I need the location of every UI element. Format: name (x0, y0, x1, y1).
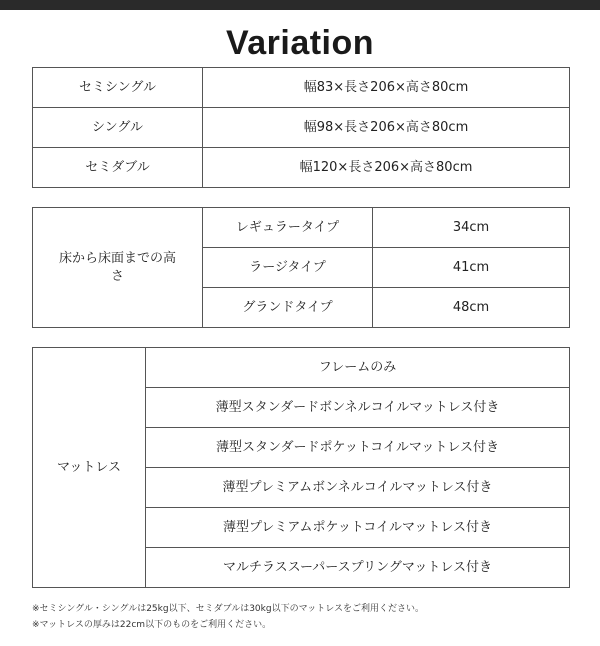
table-row (33, 68, 570, 108)
size-name: シングル (33, 108, 203, 148)
height-label: 床から床面までの高さ (33, 208, 203, 328)
mattress-option: フレームのみ (146, 348, 570, 388)
mattress-option: 薄型スタンダードポケットコイルマットレス付き (146, 428, 570, 468)
footnotes (32, 601, 572, 633)
height-value: 41cm (373, 248, 570, 288)
table-row (33, 208, 570, 248)
height-type: グランドタイプ (203, 288, 373, 328)
size-name: セミシングル (33, 68, 203, 108)
mattress-label: マットレス (33, 348, 146, 588)
size-name: セミダブル (33, 148, 203, 188)
size-dimensions: 幅120×長さ206×高さ80cm (203, 148, 570, 188)
size-dimensions: 幅98×長さ206×高さ80cm (203, 108, 570, 148)
table-row (33, 108, 570, 148)
mattress-option: 薄型プレミアムポケットコイルマットレス付き (146, 508, 570, 548)
mattress-option: マルチラススーパースプリングマットレス付き (146, 548, 570, 588)
mattress-option: 薄型スタンダードボンネルコイルマットレス付き (146, 388, 570, 428)
height-table (32, 207, 570, 328)
height-value: 34cm (373, 208, 570, 248)
table-row (33, 148, 570, 188)
mattress-table (32, 347, 570, 588)
footnote: ※マットレスの厚みは22cm以下のものをご利用ください。 (32, 620, 272, 630)
size-table (32, 67, 570, 188)
table-row (33, 348, 570, 388)
footnote: ※セミシングル・シングルは25kg以下、セミダブルは30kg以下のマットレスをご利用ください。 (32, 604, 424, 614)
height-type: ラージタイプ (203, 248, 373, 288)
top-bar (0, 0, 600, 10)
mattress-option: 薄型プレミアムボンネルコイルマットレス付き (146, 468, 570, 508)
height-value: 48cm (373, 288, 570, 328)
page-title: Variation (225, 24, 375, 62)
size-dimensions: 幅83×長さ206×高さ80cm (203, 68, 570, 108)
height-type: レギュラータイプ (203, 208, 373, 248)
